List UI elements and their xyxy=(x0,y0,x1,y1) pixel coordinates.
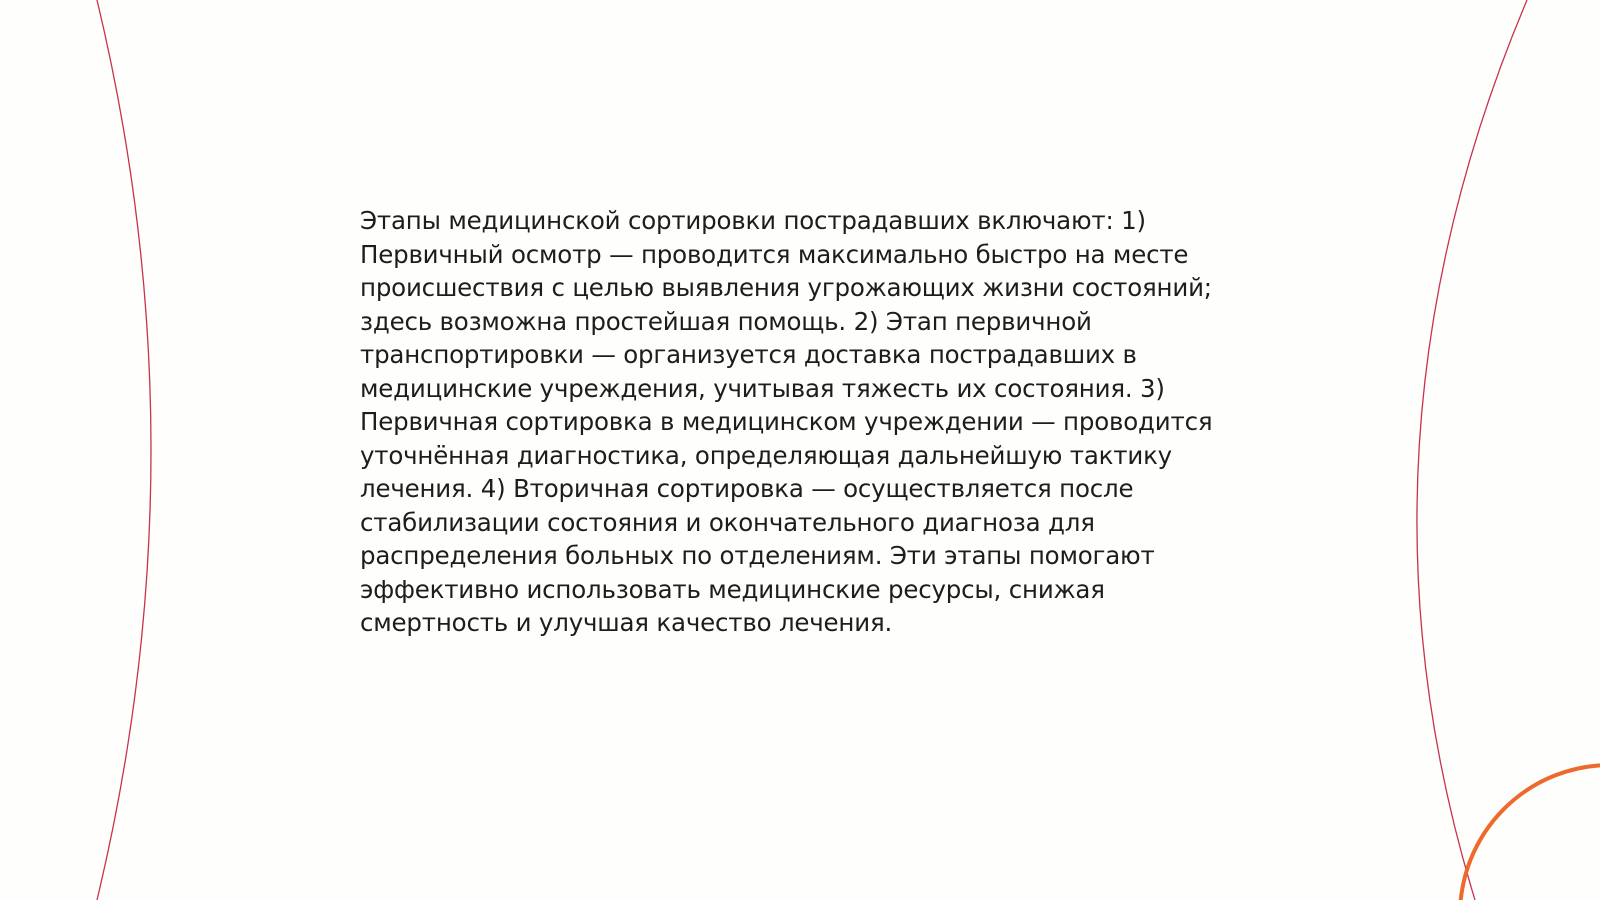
accent-circle xyxy=(1460,765,1600,900)
right-curve-line xyxy=(1417,0,1527,900)
body-text: Этапы медицинской сортировки пострадавших включают: 1) Первичный осмотр — проводится максимально быстро на месте происшествия с целью выявления угрожающих жизни состояний; здесь возможна простейшая помощь. 2) Этап первичной транспортировки — организуется доставка пострадавших в медицинские учреждения, учитывая тяжесть их состояния. 3) Первичная сортировка в медицинском учреждении — проводится уточнённая диагностика, определяющая дальнейшую тактику лечения. 4) Вторичная сортировка — осуществляется после стабилизации состояния и окончательного диагноза для распределения больных по отделениям. Эти этапы помогают эффективно использовать медицинские ресурсы, снижая смертность и улучшая качество лечения. xyxy=(360,206,1213,637)
left-curve-line xyxy=(97,0,151,900)
